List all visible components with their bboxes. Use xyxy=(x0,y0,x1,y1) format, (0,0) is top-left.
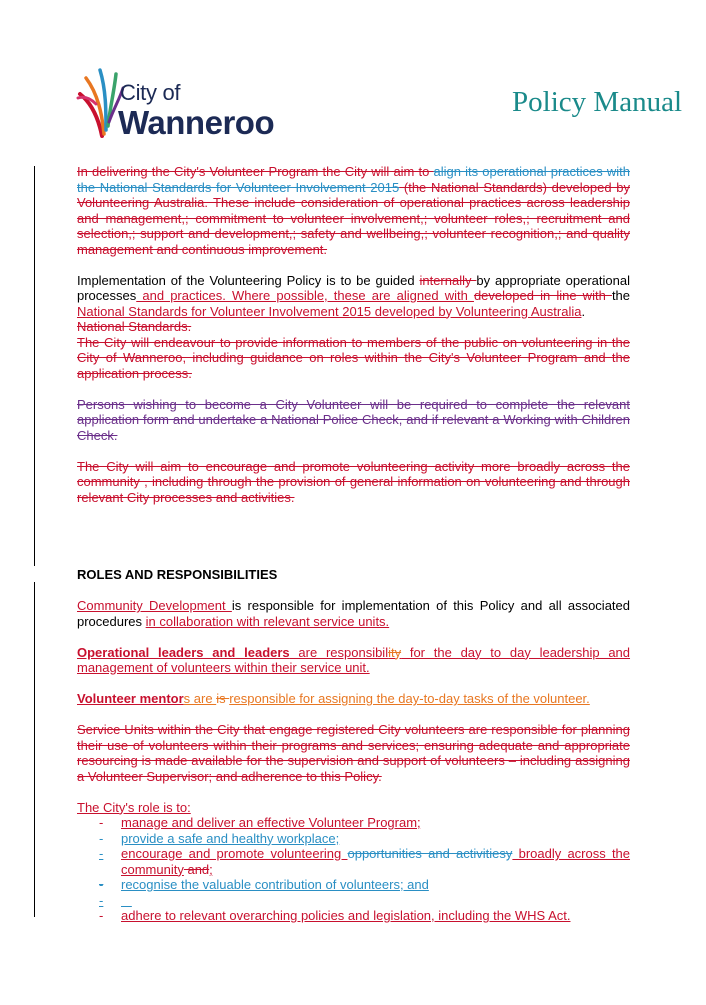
city-role-list xyxy=(77,815,630,924)
list-item: - adhere to relevant overarching policies and legislation, including the WHS Act. xyxy=(99,908,571,923)
list-item: - recognise the valuable contribution of volunteers; and xyxy=(99,877,429,892)
logo-text-big: Wanneroo xyxy=(118,104,275,141)
list-item: - encourage and promote volunteering opportunities and activitiesy broadly across the community and; xyxy=(99,846,631,877)
paragraph-promote-volunteering: The City will aim to encourage and promote volunteering activity more broadly across the community , including through the provision of general information on volunteering and through relevant City processes and activities. xyxy=(77,458,630,505)
role-intro: The City's role is to: xyxy=(77,799,191,815)
logo-flame-icon xyxy=(76,64,124,138)
logo-text-small: City of xyxy=(120,80,181,105)
document-title: Policy Manual xyxy=(512,86,682,118)
paragraph-community-development: Community Development is responsible for implementation of this Policy and all associated procedures in collaboration with relevant service units. xyxy=(77,598,630,629)
list-item: - provide a safe and healthy workplace; xyxy=(99,830,340,846)
paragraph-implementation: Implementation of the Volunteering Policy is to be guided internally by appropriate operational processes and practices. Where possible, these are aligned with developed in line with the National Standards for Volunteer Involvement 2015 developed by Volunteering Australia. National Standards. The City will endeavour to provide information to members of the public on volunteering in the City of Wanneroo, including guidance on roles within the City's Volunteer Program and the application process. xyxy=(77,272,631,381)
change-bar xyxy=(34,582,35,917)
section-heading-roles: ROLES AND RESPONSIBILITIES xyxy=(77,567,278,582)
paragraph-program-aims: In delivering the City's Volunteer Program the City will aim to align its operational practices with the National Standards for Volunteer Involvement 2015 (the National Standards) developed by Volunteering Australia. These include consideration of operational practices across leadership and management,; commitment to volunteer involvement,; volunteer roles,; recruitment and selection,; support and development,; safety and wellbeing,; volunteer recognition,; and quality management and continuous improvement. xyxy=(77,164,630,257)
change-bar xyxy=(34,166,35,566)
paragraph-operational-leaders: Operational leaders and leaders are responsibility for the day to day leadership and management of volunteers within their service unit. xyxy=(77,644,631,675)
paragraph-volunteer-mentors: Volunteer mentors are is responsible for assigning the day-to-day tasks of the volunteer. xyxy=(77,691,590,706)
document-body xyxy=(77,164,630,924)
list-item: - xyxy=(99,892,104,908)
paragraph-service-units: Service Units within the City that engage registered City volunteers are responsible for planning their use of volunteers within their programs and services; ensuring adequate and appropriate resourcing is made available for the supervision and support of volunteers – including assigning a Volunteer Supervisor; and adherence to this Policy. xyxy=(77,722,630,784)
paragraph-police-check: Persons wishing to become a City Volunteer will be required to complete the relevant application form and undertake a National Police Check, and if relevant a Working with Children Check. xyxy=(77,396,630,443)
city-of-wanneroo-logo xyxy=(76,64,286,142)
list-item: - manage and deliver an effective Volunteer Program; xyxy=(99,815,421,830)
